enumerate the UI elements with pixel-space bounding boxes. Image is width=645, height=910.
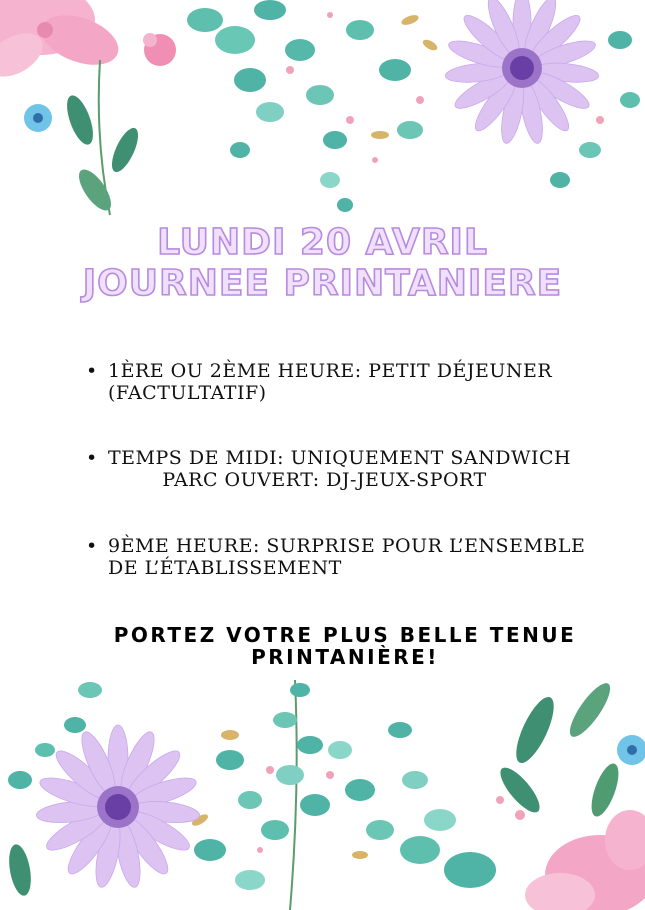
bullet-1-line-2: (FACTULTATIF) [108,382,267,404]
title-line-1: LUNDI 20 AVRIL [157,222,488,263]
floral-border-bottom [0,670,645,910]
list-item [82,535,585,579]
pink-flower-icon [525,810,645,910]
slogan [60,624,630,668]
purple-daisy-icon [35,725,200,889]
blue-flower-icon [24,104,52,132]
purple-daisy-icon [444,0,599,145]
slogan-line-1: PORTEZ VOTRE PLUS BELLE TENUE [113,623,577,647]
bullet-1-line-1: • 1ÈRE OU 2ÈME HEURE: PETIT DÉJEUNER [108,360,553,382]
list-item [82,447,571,491]
pink-flower-icon [0,0,125,86]
bullet-2-line-2: PARC OUVERT: DJ-JEUX-SPORT [162,469,487,491]
floral-border-top [0,0,645,230]
blue-flower-icon [617,735,645,765]
list-item [82,360,552,404]
bullet-3-line-2: DE L’ÉTABLISSEMENT [108,557,342,579]
title-line-2: JOURNEE PRINTANIERE [82,263,563,304]
slogan-line-2: PRINTANIÈRE! [251,645,439,669]
bullet-3-line-1: • 9ÈME HEURE: SURPRISE POUR L’ENSEMBLE [108,535,586,557]
bullet-2-line-1: • TEMPS DE MIDI: UNIQUEMENT SANDWICH [108,447,572,469]
